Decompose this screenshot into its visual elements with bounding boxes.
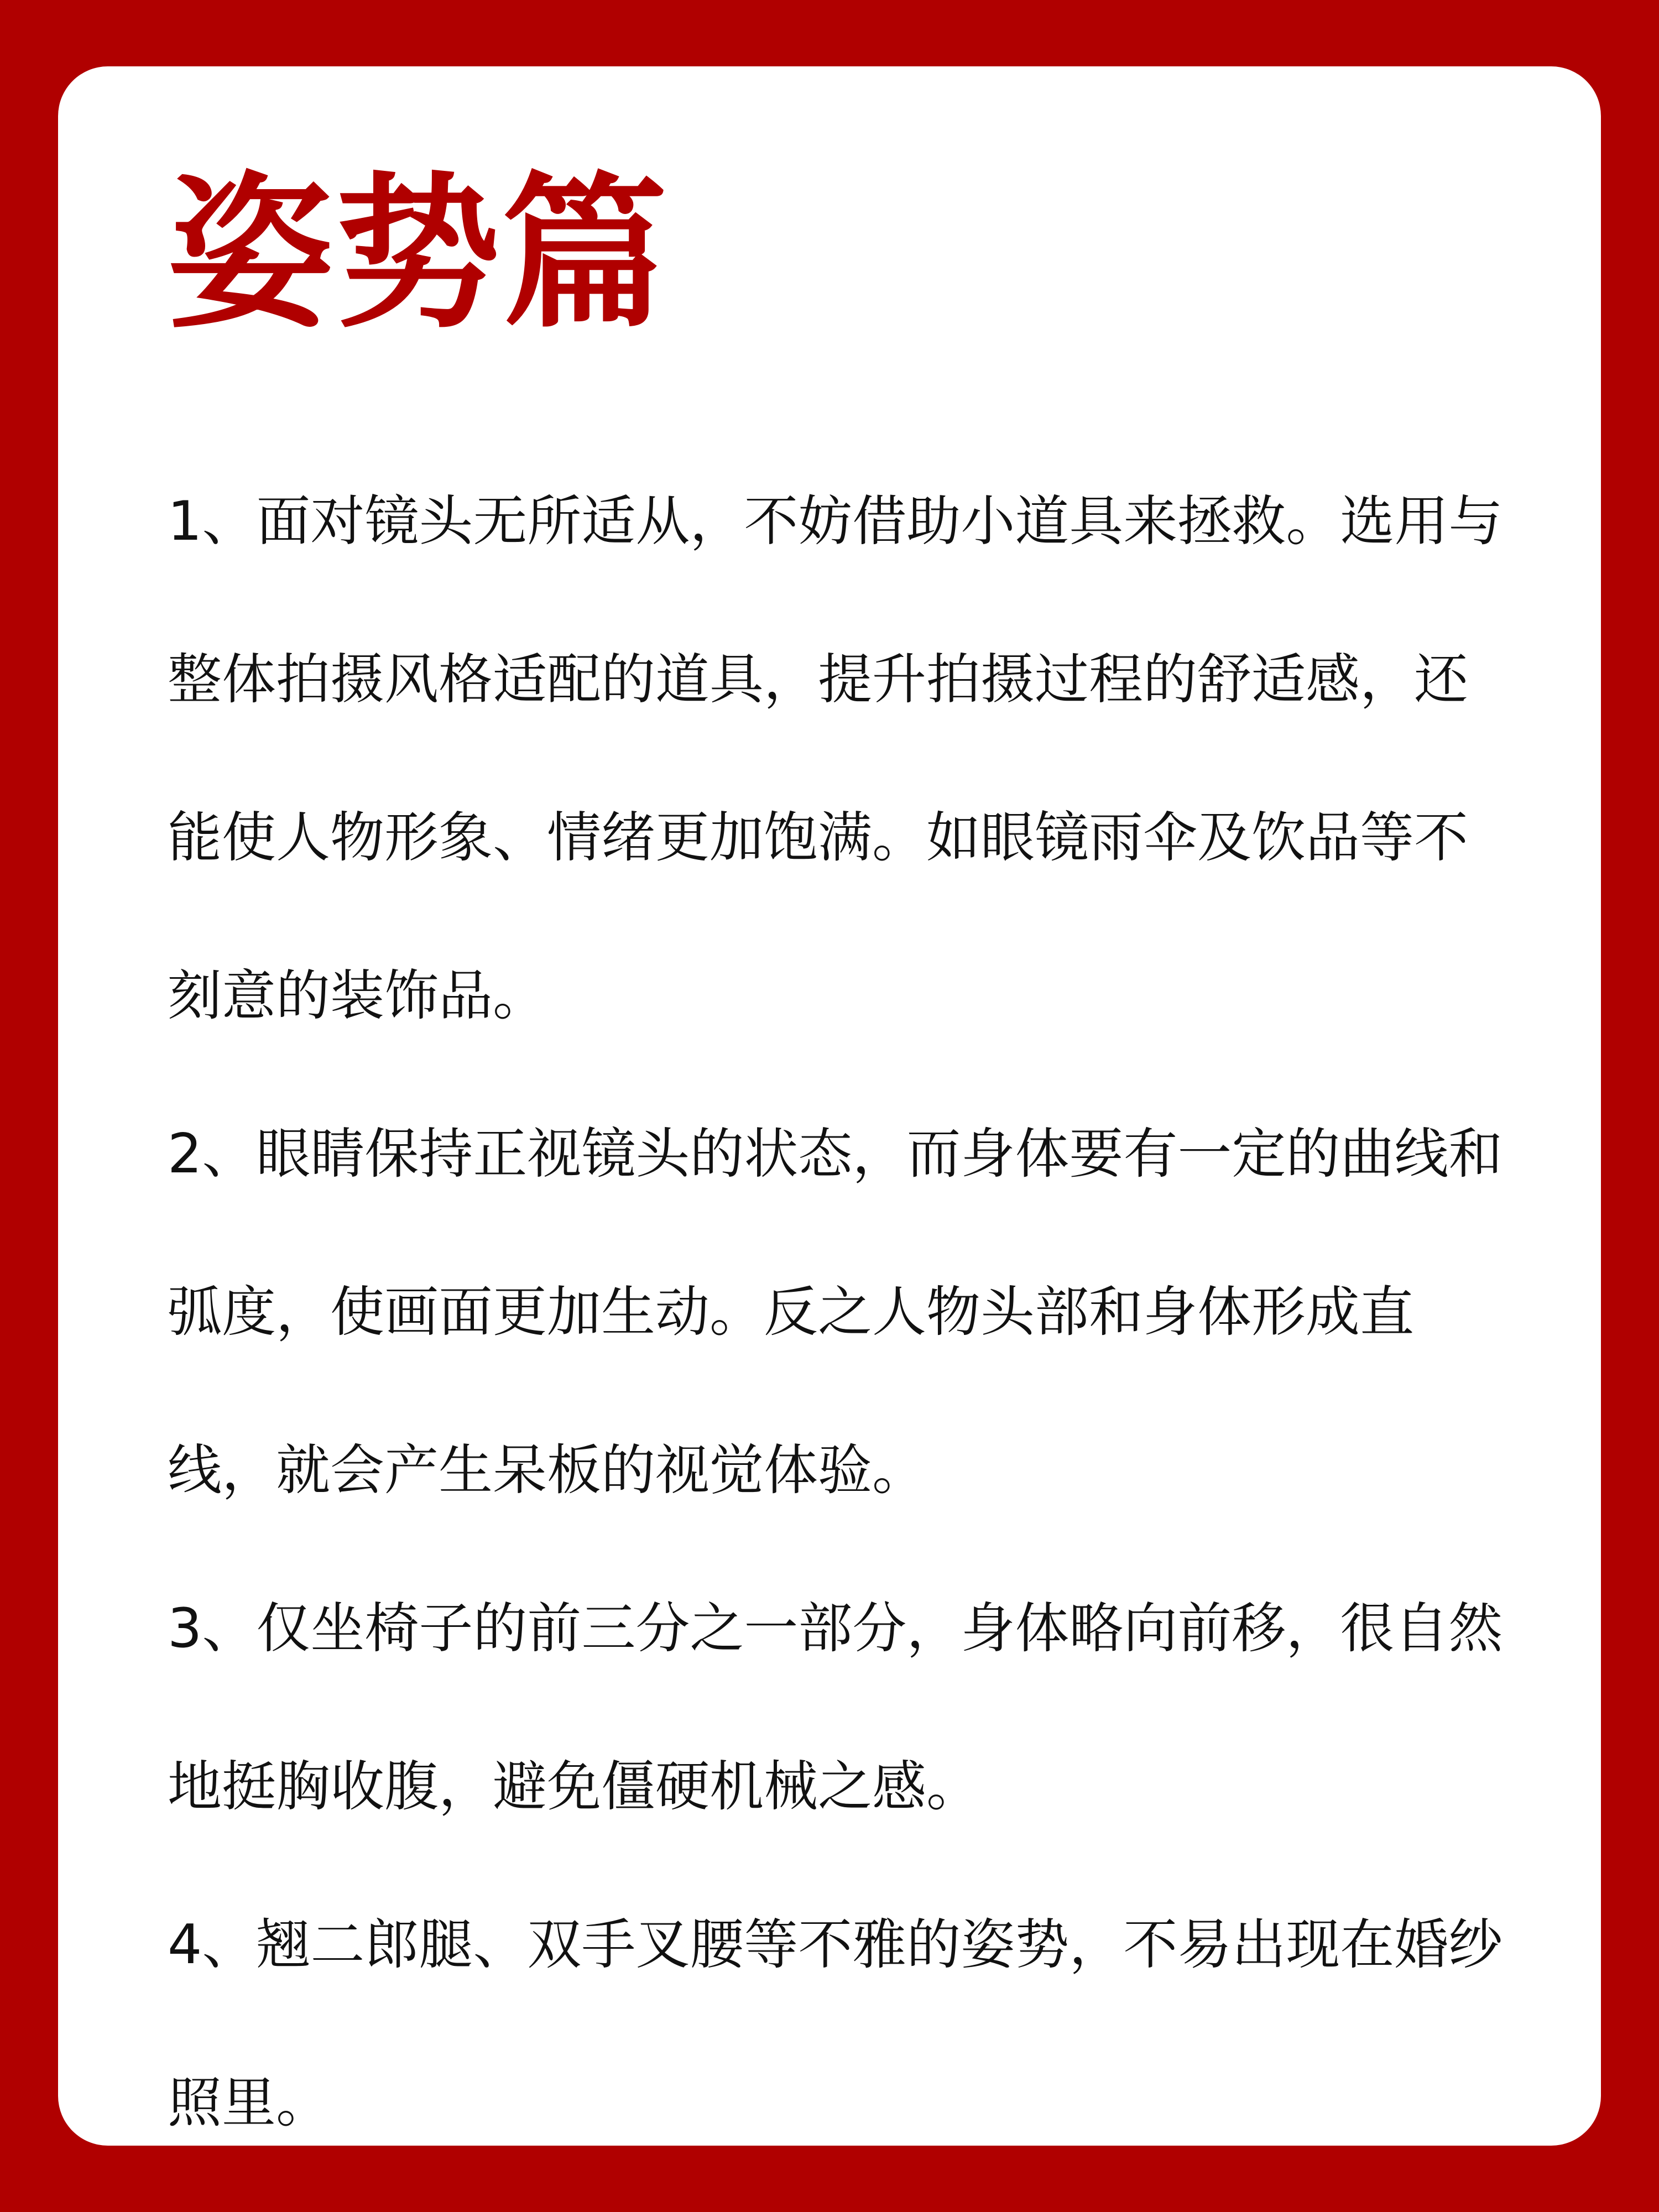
page-title: 姿势篇 <box>168 158 669 351</box>
tip-paragraph-3: 3、仅坐椅子的前三分之一部分，身体略向前移，很自然地挺胸收腹，避免僵硬机械之感。 <box>168 1597 1503 1818</box>
tip-paragraph-2: 2、眼睛保持正视镜头的状态，而身体要有一定的曲线和弧度，使画面更加生动。反之人物头部和身体形成直线，就会产生呆板的视觉体验。 <box>168 1123 1503 1502</box>
content-card <box>58 66 1601 2146</box>
tip-paragraph-4: 4、翘二郎腿、双手叉腰等不雅的姿势，不易出现在婚纱照里。 <box>168 1913 1503 2135</box>
tip-paragraph-1: 1、面对镜头无所适从，不妨借助小道具来拯救。选用与整体拍摄风格适配的道具，提升拍摄过程的舒适感，还能使人物形象、情绪更加饱满。如眼镜雨伞及饮品等不刻意的装饰品。 <box>168 490 1503 1027</box>
tips-list <box>168 442 1517 2182</box>
